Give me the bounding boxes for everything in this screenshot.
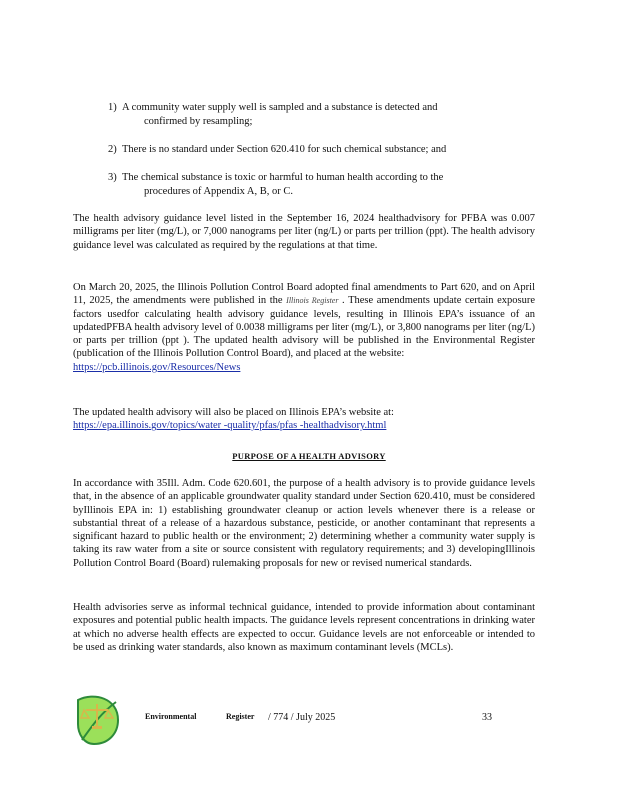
footer-environmental: Environmental <box>145 712 197 721</box>
paragraph-amendments <box>73 281 535 374</box>
epa-pfas-link[interactable]: https://epa.illinois.gov/topics/water -quality/pfas/pfas -healthadvisory.html <box>73 420 387 432</box>
paragraph-purpose: In accordance with 35Ill. Adm. Code 620.601, the purpose of a health advisory is to provide guidance levels that, in the absence of an applicable groundwater quality standard under Section 620.410, must be considered byIllinois EPA in: 1) establishing groundwater cleanup or action levels whenever there is a release or substantial threat of a release of a hazardous substance, pesticide, or another contaminant that represents a significant hazard to public health or the environment; 2) determining whether a community water supply is taking its raw water from a site or source consistent with regulatory requirements; and 3) developingIllinois Pollution Control Board (Board) rulemaking proposals for new or revised numerical standards. <box>73 478 535 569</box>
criteria-list <box>108 101 528 129</box>
list-number: 1) <box>108 102 117 113</box>
list-text: A community water supply well is sampled and a substance is detected and <box>122 102 438 113</box>
page-number: 33 <box>482 712 492 723</box>
paragraph-text: . These amendments update certain exposure factors usedfor calculating health advisory guidance levels, resulting in Illinois EPA’s issuance of an updatedPFBA health advisory level of 0.0038 milligrams per liter (mg/L), or 3,800 nanograms per liter (ng/L) or parts per trillion (ppt ). The updated health advisory will be published in the Environmental Register (publication of the Illinois Pollution Control Board), and placed at the website: <box>73 295 536 360</box>
list-text-continued: confirmed by resampling; <box>144 116 253 127</box>
environmental-register-leaf-logo-icon <box>72 690 124 746</box>
list-text: The chemical substance is toxic or harmful to human health according to the <box>122 172 444 183</box>
paragraph-epa-website <box>73 406 535 433</box>
pcb-news-link[interactable]: https://pcb.illinois.gov/Resources/News <box>73 361 241 373</box>
heading-text: PURPOSE OF A HEALTH ADVISORY <box>232 451 386 461</box>
list-number: 2) <box>108 144 117 155</box>
list-text-continued: procedures of Appendix A, B, or C. <box>144 186 294 197</box>
criteria-list-2 <box>108 143 528 157</box>
paragraph-pfba-2024: The health advisory guidance level listed in the September 16, 2024 healthadvisory for PFBA was 0.007 milligrams per liter (mg/L), or 7,000 nanograms per liter (ng/L) or parts per trillion (ppt). The health advisory guidance level was calculated as required by the regulations at that time. <box>73 213 535 251</box>
paragraph-text: The updated health advisory will also be placed on Illinois EPA’s website at: <box>73 407 394 418</box>
footer-register: Register <box>226 712 255 721</box>
list-number: 3) <box>108 172 117 183</box>
criteria-list-3 <box>108 171 528 199</box>
list-item <box>108 101 528 129</box>
list-item <box>108 171 528 199</box>
page-footer <box>0 690 618 750</box>
section-heading <box>0 451 618 461</box>
footer-issue-date: / 774 / July 2025 <box>268 712 336 723</box>
list-text: There is no standard under Section 620.410 for such chemical substance; and <box>122 144 447 155</box>
illinois-register-italic: Illinois Register <box>286 296 339 306</box>
paragraph-text: On March 20, 2025, the Illinois Pollution Control Board adopted final amendments to Part 620, and on April 11, 2025, the amendments were published in the <box>73 282 535 307</box>
list-item <box>108 143 528 157</box>
paragraph-health-advisories: Health advisories serve as informal technical guidance, intended to provide information about contaminant exposures and potential public health impacts. The guidance levels represent concentrations in drinking water at which no adverse health effects are expected to occur. Guidance levels are not enforceable or intended to be used as drinking water standards, also known as maximum contaminant levels (MCLs). <box>73 602 535 653</box>
